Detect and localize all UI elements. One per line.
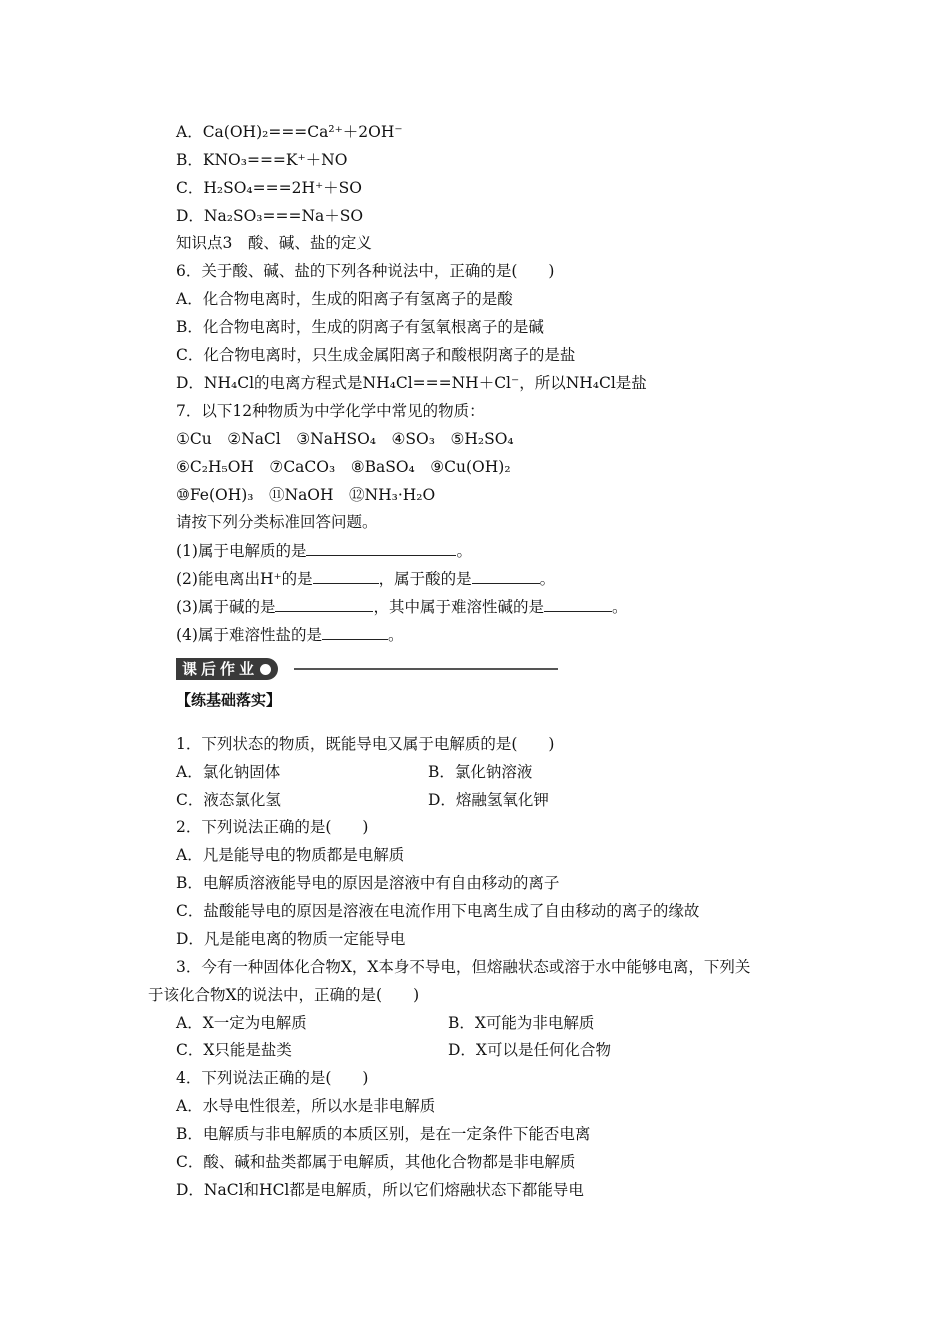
hq2-option-d: D．凡是能电离的物质一定能导电 xyxy=(176,930,406,948)
q7-substances-row-3: ⑩Fe(OH)₃ ⑪NaOH ⑫NH₃·H₂O xyxy=(176,486,436,504)
homework-banner-text: 课后作业 xyxy=(182,660,259,678)
hq4-option-c: C．酸、碱和盐类都属于电解质，其他化合物都是非电解质 xyxy=(176,1153,576,1171)
q6-option-d: D．NH₄Cl的电离方程式是NH₄Cl===NH＋Cl⁻，所以NH₄Cl是盐 xyxy=(176,374,647,392)
q7-substances-row-1: ①Cu ②NaCl ③NaHSO₄ ④SO₃ ⑤H₂SO₄ xyxy=(176,430,514,448)
hq1-option-d: D．熔融氢氧化钾 xyxy=(428,791,549,809)
answer-blank[interactable] xyxy=(275,596,373,612)
q6-option-b: B．化合物电离时，生成的阴离子有氢氧根离子的是碱 xyxy=(176,318,544,336)
q7-instruction: 请按下列分类标准回答问题。 xyxy=(176,513,378,531)
q7-part-3-end: 。 xyxy=(611,598,628,616)
q7-part-4 xyxy=(176,624,403,645)
q7-part-1-end: 。 xyxy=(456,542,472,560)
q6-stem: 6．关于酸、碱、盐的下列各种说法中，正确的是( ) xyxy=(176,262,555,280)
hq4-option-d: D．NaCl和HCl都是电解质，所以它们熔融状态下都能导电 xyxy=(176,1181,584,1199)
hq3-stem-line-1: 3．今有一种固体化合物X，X本身不导电，但熔融状态或溶于水中能够电离，下列关 xyxy=(176,958,751,976)
q7-part-3-text: (3)属于碱的是 xyxy=(176,598,276,616)
hq3-option-b: B．X可能为非电解质 xyxy=(448,1014,595,1032)
q7-stem: 7．以下12种物质为中学化学中常见的物质： xyxy=(176,402,485,420)
answer-blank[interactable] xyxy=(544,596,612,612)
q7-part-2 xyxy=(176,568,555,589)
answer-blank[interactable] xyxy=(322,624,388,640)
q7-part-3 xyxy=(176,596,628,617)
answer-blank[interactable] xyxy=(472,568,540,584)
q5-option-c: C．H₂SO₄===2H⁺＋SO xyxy=(176,179,362,197)
hq2-option-c: C．盐酸能导电的原因是溶液在电流作用下电离生成了自由移动的离子的缘故 xyxy=(176,902,700,920)
hq2-stem: 2．下列说法正确的是( ) xyxy=(176,818,369,836)
hq1-stem: 1．下列状态的物质，既能导电又属于电解质的是( ) xyxy=(176,735,555,753)
circle-bullet-icon xyxy=(260,664,271,675)
hq4-option-b: B．电解质与非电解质的本质区别，是在一定条件下能否电离 xyxy=(176,1125,591,1143)
banner-divider xyxy=(294,668,558,670)
q5-option-b: B．KNO₃===K⁺＋NO xyxy=(176,151,348,169)
hq3-stem-line-2: 于该化合物X的说法中，正确的是( ) xyxy=(148,986,420,1004)
answer-blank[interactable] xyxy=(306,540,456,556)
q7-part-4-end: 。 xyxy=(387,626,404,644)
hq4-stem: 4．下列说法正确的是( ) xyxy=(176,1069,369,1087)
hq1-option-b: B．氯化钠溶液 xyxy=(428,763,533,781)
homework-banner-label xyxy=(176,658,278,680)
hq4-option-a: A．水导电性很差，所以水是非电解质 xyxy=(176,1097,436,1115)
hq1-option-a: A．氯化钠固体 xyxy=(176,763,281,781)
q7-part-1-text: (1)属于电解质的是 xyxy=(176,542,307,560)
q5-option-d: D．Na₂SO₃===Na＋SO xyxy=(176,207,364,225)
hq1-option-c: C．液态氯化氢 xyxy=(176,791,281,809)
hq2-option-a: A．凡是能导电的物质都是电解质 xyxy=(176,846,405,864)
q7-part-1 xyxy=(176,540,472,561)
section-heading-basic-practice: 【练基础落实】 xyxy=(176,691,282,709)
q7-part-2-text: (2)能电离出H⁺的是 xyxy=(176,570,313,588)
homework-banner xyxy=(176,656,558,682)
hq3-option-c: C．X只能是盐类 xyxy=(176,1041,292,1059)
knowledge-point-3-title: 知识点3 酸、碱、盐的定义 xyxy=(176,234,372,252)
q7-substances-row-2: ⑥C₂H₅OH ⑦CaCO₃ ⑧BaSO₄ ⑨Cu(OH)₂ xyxy=(176,458,511,476)
q5-option-a: A．Ca(OH)₂===Ca²⁺＋2OH⁻ xyxy=(176,123,403,141)
q7-part-4-text: (4)属于难溶性盐的是 xyxy=(176,626,322,644)
hq3-option-a: A．X一定为电解质 xyxy=(176,1014,307,1032)
q7-part-3-mid: ，其中属于难溶性碱的是 xyxy=(373,598,544,616)
answer-blank[interactable] xyxy=(313,568,379,584)
hq2-option-b: B．电解质溶液能导电的原因是溶液中有自由移动的离子 xyxy=(176,874,560,892)
q6-option-a: A．化合物电离时，生成的阳离子有氢离子的是酸 xyxy=(176,290,513,308)
hq3-option-d: D．X可以是任何化合物 xyxy=(448,1041,611,1059)
q7-part-2-end: 。 xyxy=(539,570,556,588)
q7-part-2-mid: ，属于酸的是 xyxy=(378,570,472,588)
q6-option-c: C．化合物电离时，只生成金属阳离子和酸根阴离子的是盐 xyxy=(176,346,576,364)
